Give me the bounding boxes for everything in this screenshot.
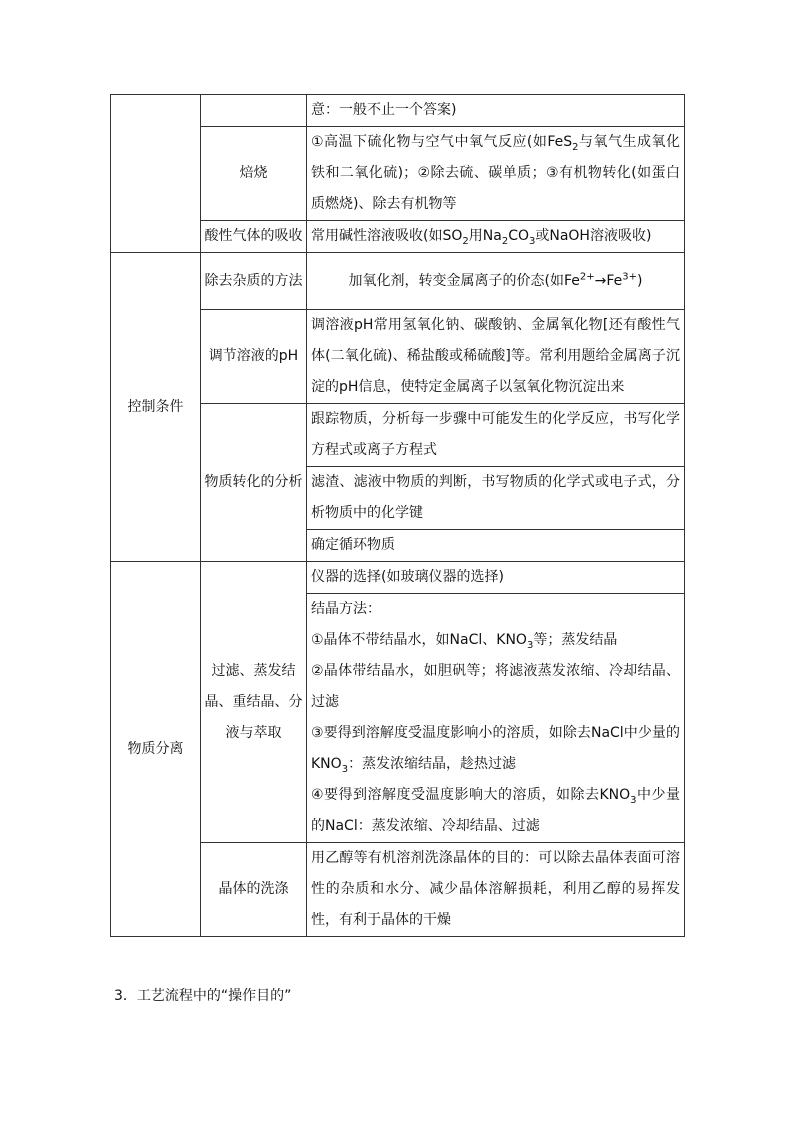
content-text: ①晶体不带结晶水，如NaCl、KNO — [311, 632, 527, 648]
content-text: 常用碱性溶液吸收(如SO — [311, 228, 463, 244]
content-cell: 用乙醇等有机溶剂洗涤晶体的目的：可以除去晶体表面可溶性的杂质和水分、减少晶体溶解损耗，利用乙醇的易挥发性，有利于晶体的干燥 — [307, 843, 685, 937]
content-line — [311, 625, 680, 656]
subscript: 2 — [501, 235, 509, 247]
content-text: ：蒸发浓缩结晶，趁热过滤 — [348, 756, 517, 772]
content-cell: 跟踪物质，分析每一步骤中可能发生的化学反应，书写化学方程式或离子方程式 — [307, 404, 685, 467]
category-cell: 物质转化的分析 — [201, 404, 307, 562]
content-text: ④要得到溶解度受温度影响大的溶质，如除去KNO — [311, 787, 631, 803]
table-row — [111, 562, 685, 594]
content-text: 意：一般不止一个答案) — [311, 102, 457, 118]
subscript: 3 — [528, 235, 536, 247]
content-cell — [307, 221, 685, 253]
subscript: 3 — [630, 794, 637, 806]
content-cell — [307, 127, 685, 221]
category-cell: 焙烧 — [201, 127, 307, 221]
category-cell: 酸性气体的吸收 — [201, 221, 307, 253]
content-text: 中少量的NaCl：蒸发浓缩、冷却结晶、过滤 — [311, 787, 681, 834]
content-cell: 仪器的选择(如玻璃仪器的选择) — [307, 562, 685, 594]
category-cell: 除去杂质的方法 — [201, 253, 307, 310]
superscript: 3+ — [622, 270, 638, 282]
content-text: 与氧气生成氧化铁和二氧化硫)；②除去硫、碳单质；③有机物转化(如蛋白质燃烧)、除去有机物等 — [311, 134, 680, 212]
section-heading: 3．工艺流程中的“操作目的” — [114, 988, 292, 1004]
group-cell-empty — [111, 95, 201, 253]
subscript: 3 — [341, 763, 349, 775]
content-line — [311, 718, 680, 780]
table-row — [111, 253, 685, 310]
superscript: 2+ — [579, 270, 595, 282]
content-text: 加氧化剂，转变金属离子的价态(如Fe — [348, 272, 580, 289]
content-cell: 确定循环物质 — [307, 530, 685, 562]
content-text: CO — [508, 228, 529, 244]
subscript: 2 — [572, 141, 579, 153]
subscript: 3 — [526, 639, 534, 651]
content-text: 用Na — [468, 228, 502, 244]
content-cell: 调溶液pH常用氢氧化钠、碳酸钠、金属氧化物[还有酸性气体(二氧化硫)、稀盐酸或稀硫酸]等。常利用题给金属离子沉淀的pH信息，使特定金属离子以氢氧化物沉淀出来 — [307, 310, 685, 404]
content-text: →Fe — [594, 272, 623, 289]
table-row — [111, 95, 685, 127]
content-cell — [307, 253, 685, 310]
content-text: ③要得到溶解度受温度影响小的溶质，如除去NaCl中少量的KNO — [311, 725, 680, 772]
category-cell: 晶体的洗涤 — [201, 843, 307, 937]
group-cell-control: 控制条件 — [111, 253, 201, 562]
content-text: ) — [637, 272, 643, 289]
content-text: 或NaOH溶液吸收) — [535, 228, 652, 244]
content-text: 等；蒸发结晶 — [533, 632, 618, 648]
content-line — [311, 780, 680, 842]
category-cell: 调节溶液的pH — [201, 310, 307, 404]
content-cell — [307, 594, 685, 843]
category-cell: 过滤、蒸发结晶、重结晶、分液与萃取 — [201, 562, 307, 843]
content-cell — [307, 95, 685, 127]
subscript: 2 — [462, 235, 469, 247]
process-table — [110, 94, 685, 937]
category-cell-empty — [201, 95, 307, 127]
content-line: ②晶体带结晶水，如胆矾等；将滤液蒸发浓缩、冷却结晶、过滤 — [311, 663, 680, 710]
content-text: ①高温下硫化物与空气中氧气反应(如FeS — [311, 134, 573, 150]
content-cell: 滤渣、滤液中物质的判断，书写物质的化学式或电子式，分析物质中的化学键 — [307, 467, 685, 530]
group-cell-separation: 物质分离 — [111, 562, 201, 937]
content-line: 结晶方法： — [311, 601, 381, 617]
